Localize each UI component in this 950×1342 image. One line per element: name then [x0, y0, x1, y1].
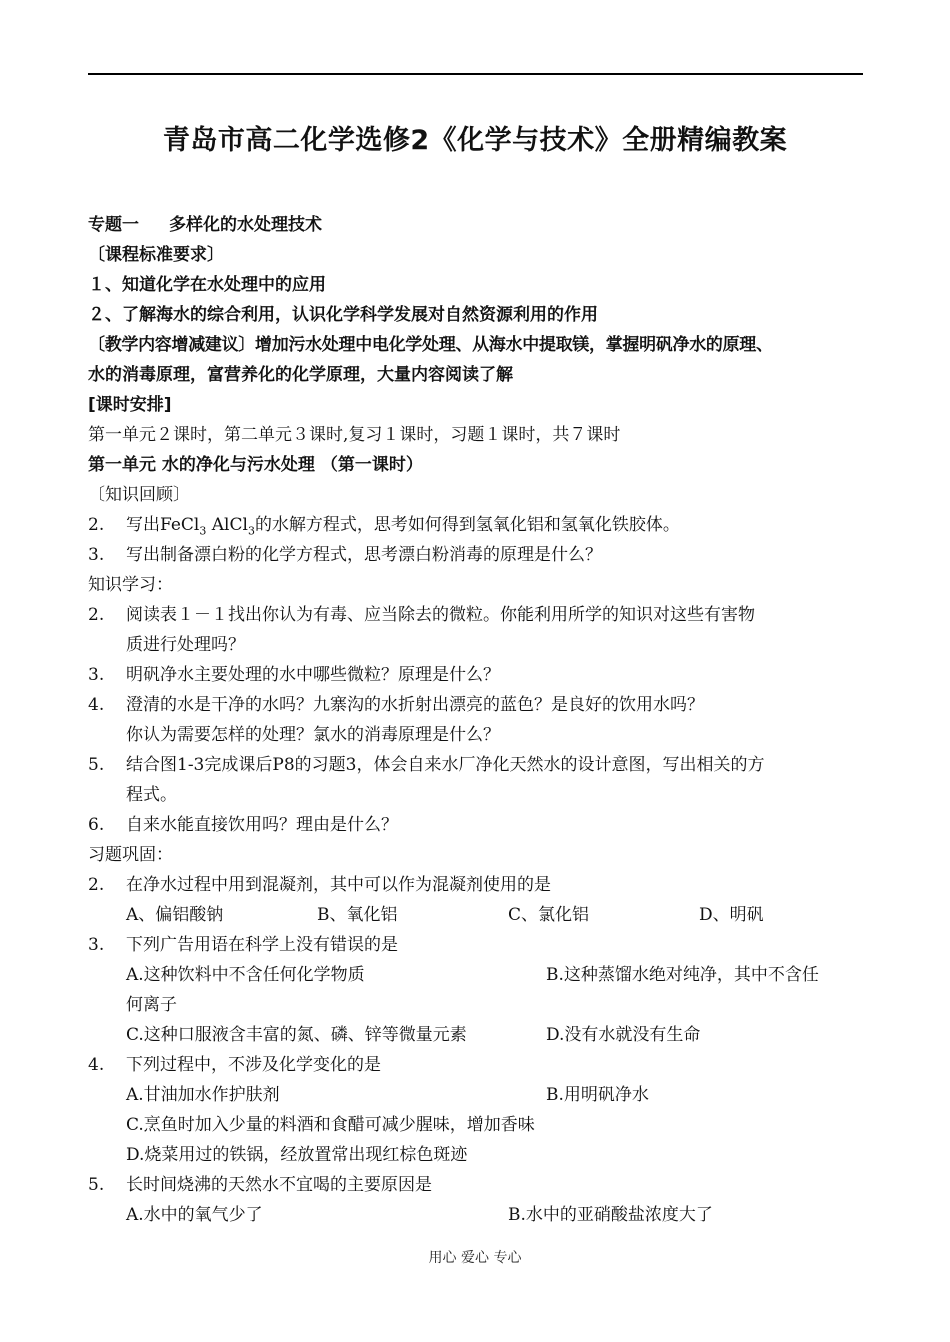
option-a: A.甘油加水作护肤剂 — [126, 1085, 280, 1105]
exercise-question-1: 2. 在净水过程中用到混凝剂，其中可以作为混凝剂使用的是 — [88, 875, 551, 895]
option-a: A.这种饮料中不含任何化学物质 — [126, 965, 365, 985]
standards-item-1: １、知道化学在水处理中的应用 — [88, 275, 326, 295]
topic-heading — [88, 210, 866, 240]
exercises-heading: 习题巩固： — [88, 845, 173, 865]
option-d: D.没有水就没有生命 — [546, 1025, 701, 1045]
learning-item-2: 3. 明矾净水主要处理的水中哪些微粒？原理是什么？ — [88, 665, 500, 685]
page-footer: 用心 爱心 专心 — [428, 1250, 522, 1266]
option-b: B.用明矾净水 — [546, 1085, 649, 1105]
option-a: A.水中的氧气少了 — [126, 1205, 263, 1225]
exercise-3-options-ab — [88, 1080, 866, 1110]
schedule-heading: [课时安排] — [88, 395, 172, 415]
option-b: B、氧化铝 — [317, 905, 398, 925]
topic-label: 专题一 — [88, 215, 139, 235]
suggestion-line-2: 水的消毒原理，富营养化的化学原理，大量内容阅读了解 — [88, 365, 513, 385]
exercise-question-4: 5. 长时间烧沸的天然水不宜喝的主要原因是 — [88, 1175, 432, 1195]
top-rule — [88, 73, 863, 75]
review-question-1: 2. 写出FeCl$_3$ AlCl$_3$的水解方程式，思考如何得到氢氧化铝和氢氧化铁胶体。 — [88, 515, 680, 538]
learning-item-3: 4. 澄清的水是干净的水吗？九寨沟的水折射出漂亮的蓝色？是良好的饮用水吗？ — [88, 695, 704, 715]
option-b: B.水中的亚硝酸盐浓度大了 — [508, 1205, 713, 1225]
exercise-3-option-c: C.烹鱼时加入少量的料酒和食醋可减少腥味，增加香味 — [126, 1115, 535, 1135]
learning-item-1-cont: 质进行处理吗？ — [126, 635, 245, 655]
standards-item-2: ２、了解海水的综合利用，认识化学科学发展对自然资源利用的作用 — [88, 305, 598, 325]
exercise-1-options — [88, 900, 866, 930]
learning-item-5: 6. 自来水能直接饮用吗？理由是什么？ — [88, 815, 398, 835]
document-body — [88, 210, 866, 1230]
schedule-text: 第一单元２课时，第二单元３课时,复习１课时，习题１课时，共７课时 — [88, 425, 621, 445]
option-d: D、明矾 — [699, 905, 764, 925]
topic-name: 多样化的水处理技术 — [169, 215, 322, 235]
learning-item-4-cont: 程式。 — [126, 785, 177, 805]
exercise-3-option-d: D.烧菜用过的铁锅，经放置常出现红棕色斑迹 — [126, 1145, 468, 1165]
learning-item-3-cont: 你认为需要怎样的处理？氯水的消毒原理是什么？ — [126, 725, 500, 745]
option-a: A、偏铝酸钠 — [126, 905, 224, 925]
exercise-question-3: 4. 下列过程中，不涉及化学变化的是 — [88, 1055, 381, 1075]
standards-heading: 〔课程标准要求〕 — [88, 245, 224, 265]
exercise-question-2: 3. 下列广告用语在科学上没有错误的是 — [88, 935, 398, 955]
exercise-2-options-cd — [88, 1020, 866, 1050]
exercise-2-option-b-cont: 何离子 — [126, 995, 177, 1015]
learning-heading: 知识学习： — [88, 575, 173, 595]
option-c: C.这种口服液含丰富的氮、磷、锌等微量元素 — [126, 1025, 467, 1045]
unit-heading: 第一单元 水的净化与污水处理 （第一课时） — [88, 455, 423, 475]
review-question-2: 3. 写出制备漂白粉的化学方程式，思考漂白粉消毒的原理是什么？ — [88, 545, 602, 565]
exercise-4-options-ab — [88, 1200, 866, 1230]
option-c: C、氯化铝 — [508, 905, 590, 925]
exercise-2-options-ab — [88, 960, 866, 990]
page-title: 青岛市高二化学选修2《化学与技术》全册精编教案 — [162, 125, 788, 156]
learning-item-1: 2. 阅读表１－１找出你认为有毒、应当除去的微粒。你能利用所学的知识对这些有害物 — [88, 605, 755, 625]
review-heading: 〔知识回顾〕 — [88, 485, 190, 505]
option-b: B.这种蒸馏水绝对纯净，其中不含任 — [546, 965, 819, 985]
learning-item-4: 5. 结合图1-3完成课后P8的习题3，体会自来水厂净化天然水的设计意图，写出相关的方 — [88, 755, 765, 775]
suggestion-line-1: 〔教学内容增减建议〕增加污水处理中电化学处理、从海水中提取镁，掌握明矾净水的原理、 — [88, 335, 773, 355]
